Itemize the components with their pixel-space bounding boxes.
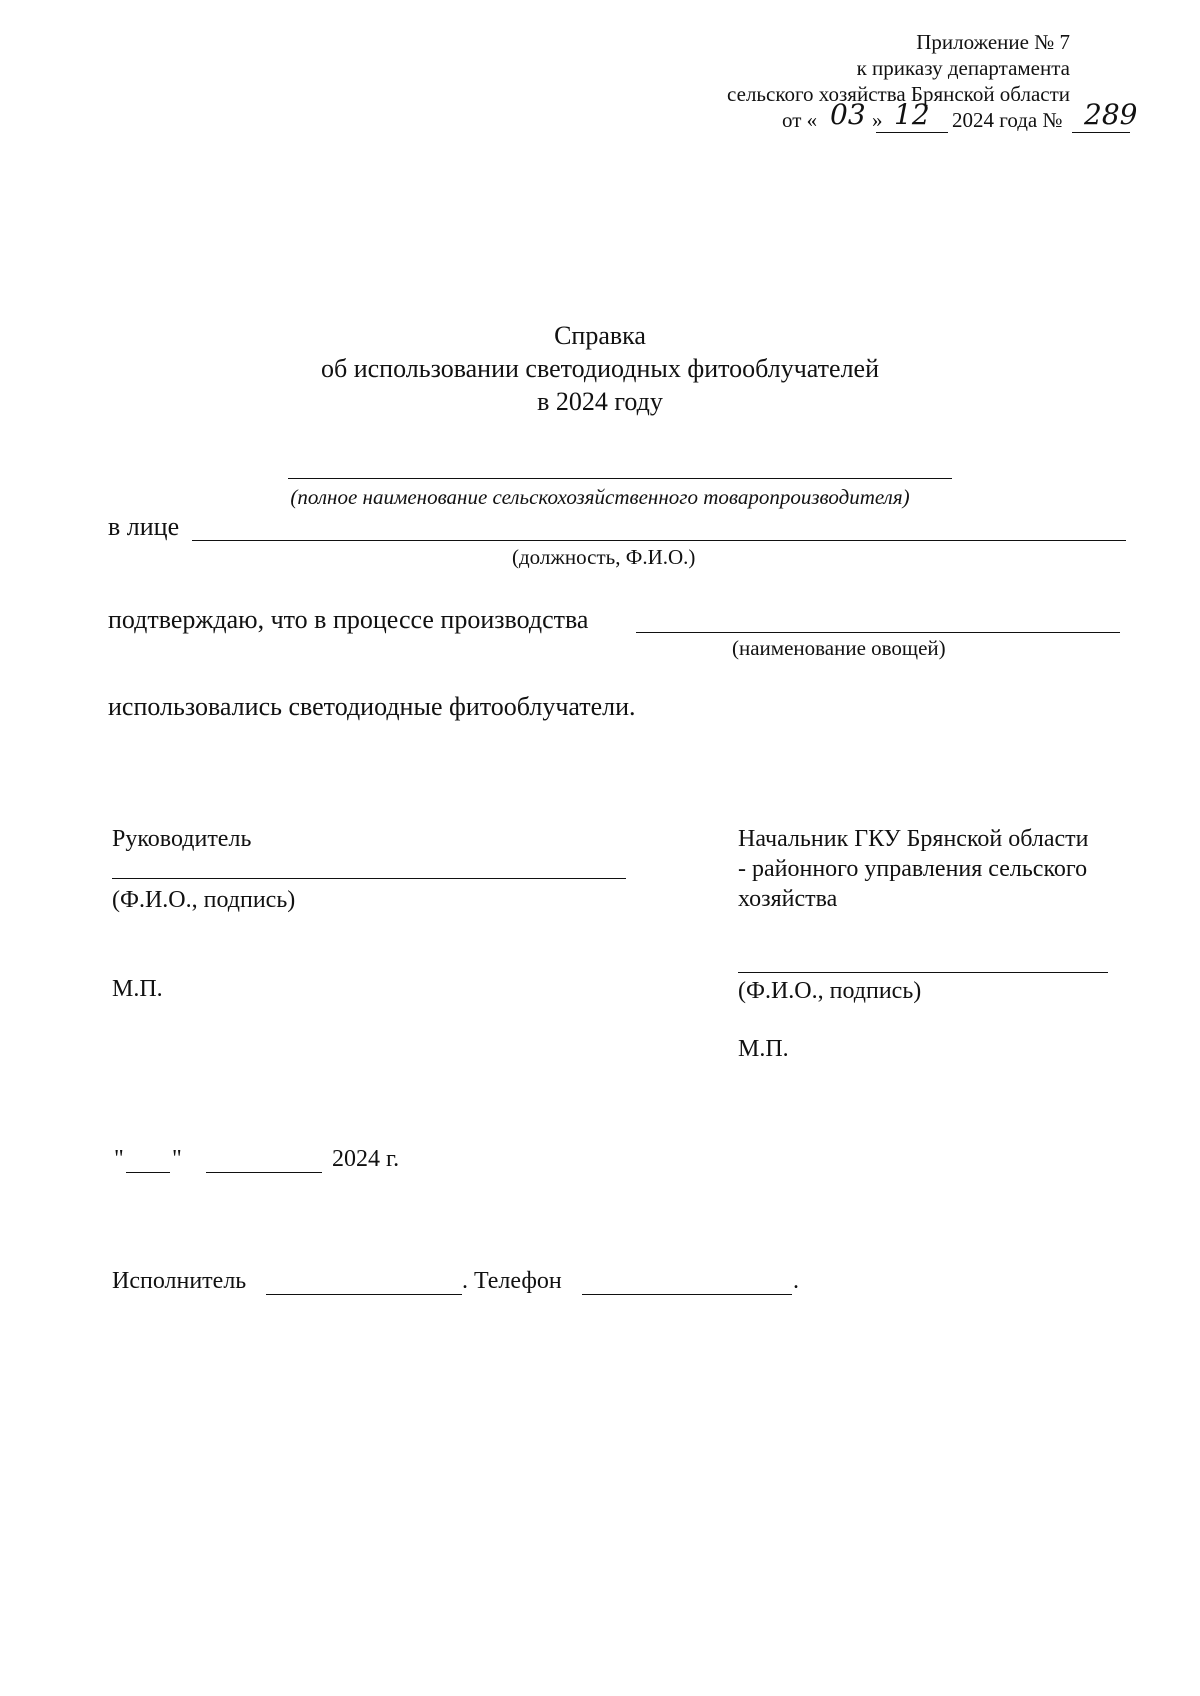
executor-label: Исполнитель <box>112 1268 247 1294</box>
date-year: 2024 г. <box>332 1146 400 1172</box>
date-quote-open: " <box>114 1146 124 1172</box>
right-signatory-title-3: хозяйства <box>738 886 838 912</box>
document-year: в 2024 году <box>537 387 663 416</box>
used-text: использовались светодиодные фитооблучатели. <box>108 692 636 721</box>
document-subtitle: об использовании светодиодных фитооблучателей <box>320 354 879 383</box>
right-signatory-title-2: - районного управления сельского <box>738 856 1088 882</box>
document-title: Справка <box>554 321 646 350</box>
date-day-handwritten: 03 <box>830 98 866 131</box>
executor-line <box>266 1294 462 1295</box>
order-reference: к приказу департамента <box>856 56 1070 80</box>
phone-label: . Телефон <box>462 1268 562 1294</box>
right-signatory-title-1: Начальник ГКУ Брянской области <box>738 826 1089 852</box>
phone-end-period: . <box>793 1268 799 1294</box>
date-day-line <box>126 1172 170 1173</box>
producer-name-line <box>288 478 952 479</box>
appendix-number: Приложение № 7 <box>916 30 1070 54</box>
right-signature-caption: (Ф.И.О., подпись) <box>738 978 922 1004</box>
date-month-handwritten: 12 <box>894 98 930 131</box>
order-number-underline <box>1072 132 1130 133</box>
left-signature-line <box>112 878 626 879</box>
vegetables-caption: (наименование овощей) <box>732 636 946 660</box>
producer-caption: (полное наименование сельскохозяйственного товаропроизводителя) <box>290 485 910 509</box>
left-stamp-label: М.П. <box>112 976 163 1002</box>
month-underline <box>876 132 948 133</box>
confirm-text: подтверждаю, что в процессе производства <box>108 605 589 634</box>
date-quote-close: " <box>172 1146 182 1172</box>
vegetables-line <box>636 632 1120 633</box>
in-person-label: в лице <box>108 512 180 541</box>
date-month-line <box>206 1172 322 1173</box>
position-line <box>192 540 1126 541</box>
left-signature-caption: (Ф.И.О., подпись) <box>112 887 296 913</box>
left-signatory-title: Руководитель <box>112 826 252 852</box>
date-prefix: от « <box>782 108 818 132</box>
phone-line <box>582 1294 792 1295</box>
position-caption: (должность, Ф.И.О.) <box>512 545 696 569</box>
date-year-text: 2024 года № <box>952 108 1063 132</box>
order-number-handwritten: 289 <box>1084 98 1138 131</box>
right-stamp-label: М.П. <box>738 1036 789 1062</box>
department-name: сельского хозяйства Брянской области <box>727 82 1070 106</box>
right-signature-line <box>738 972 1108 973</box>
date-mid: » <box>872 108 883 132</box>
